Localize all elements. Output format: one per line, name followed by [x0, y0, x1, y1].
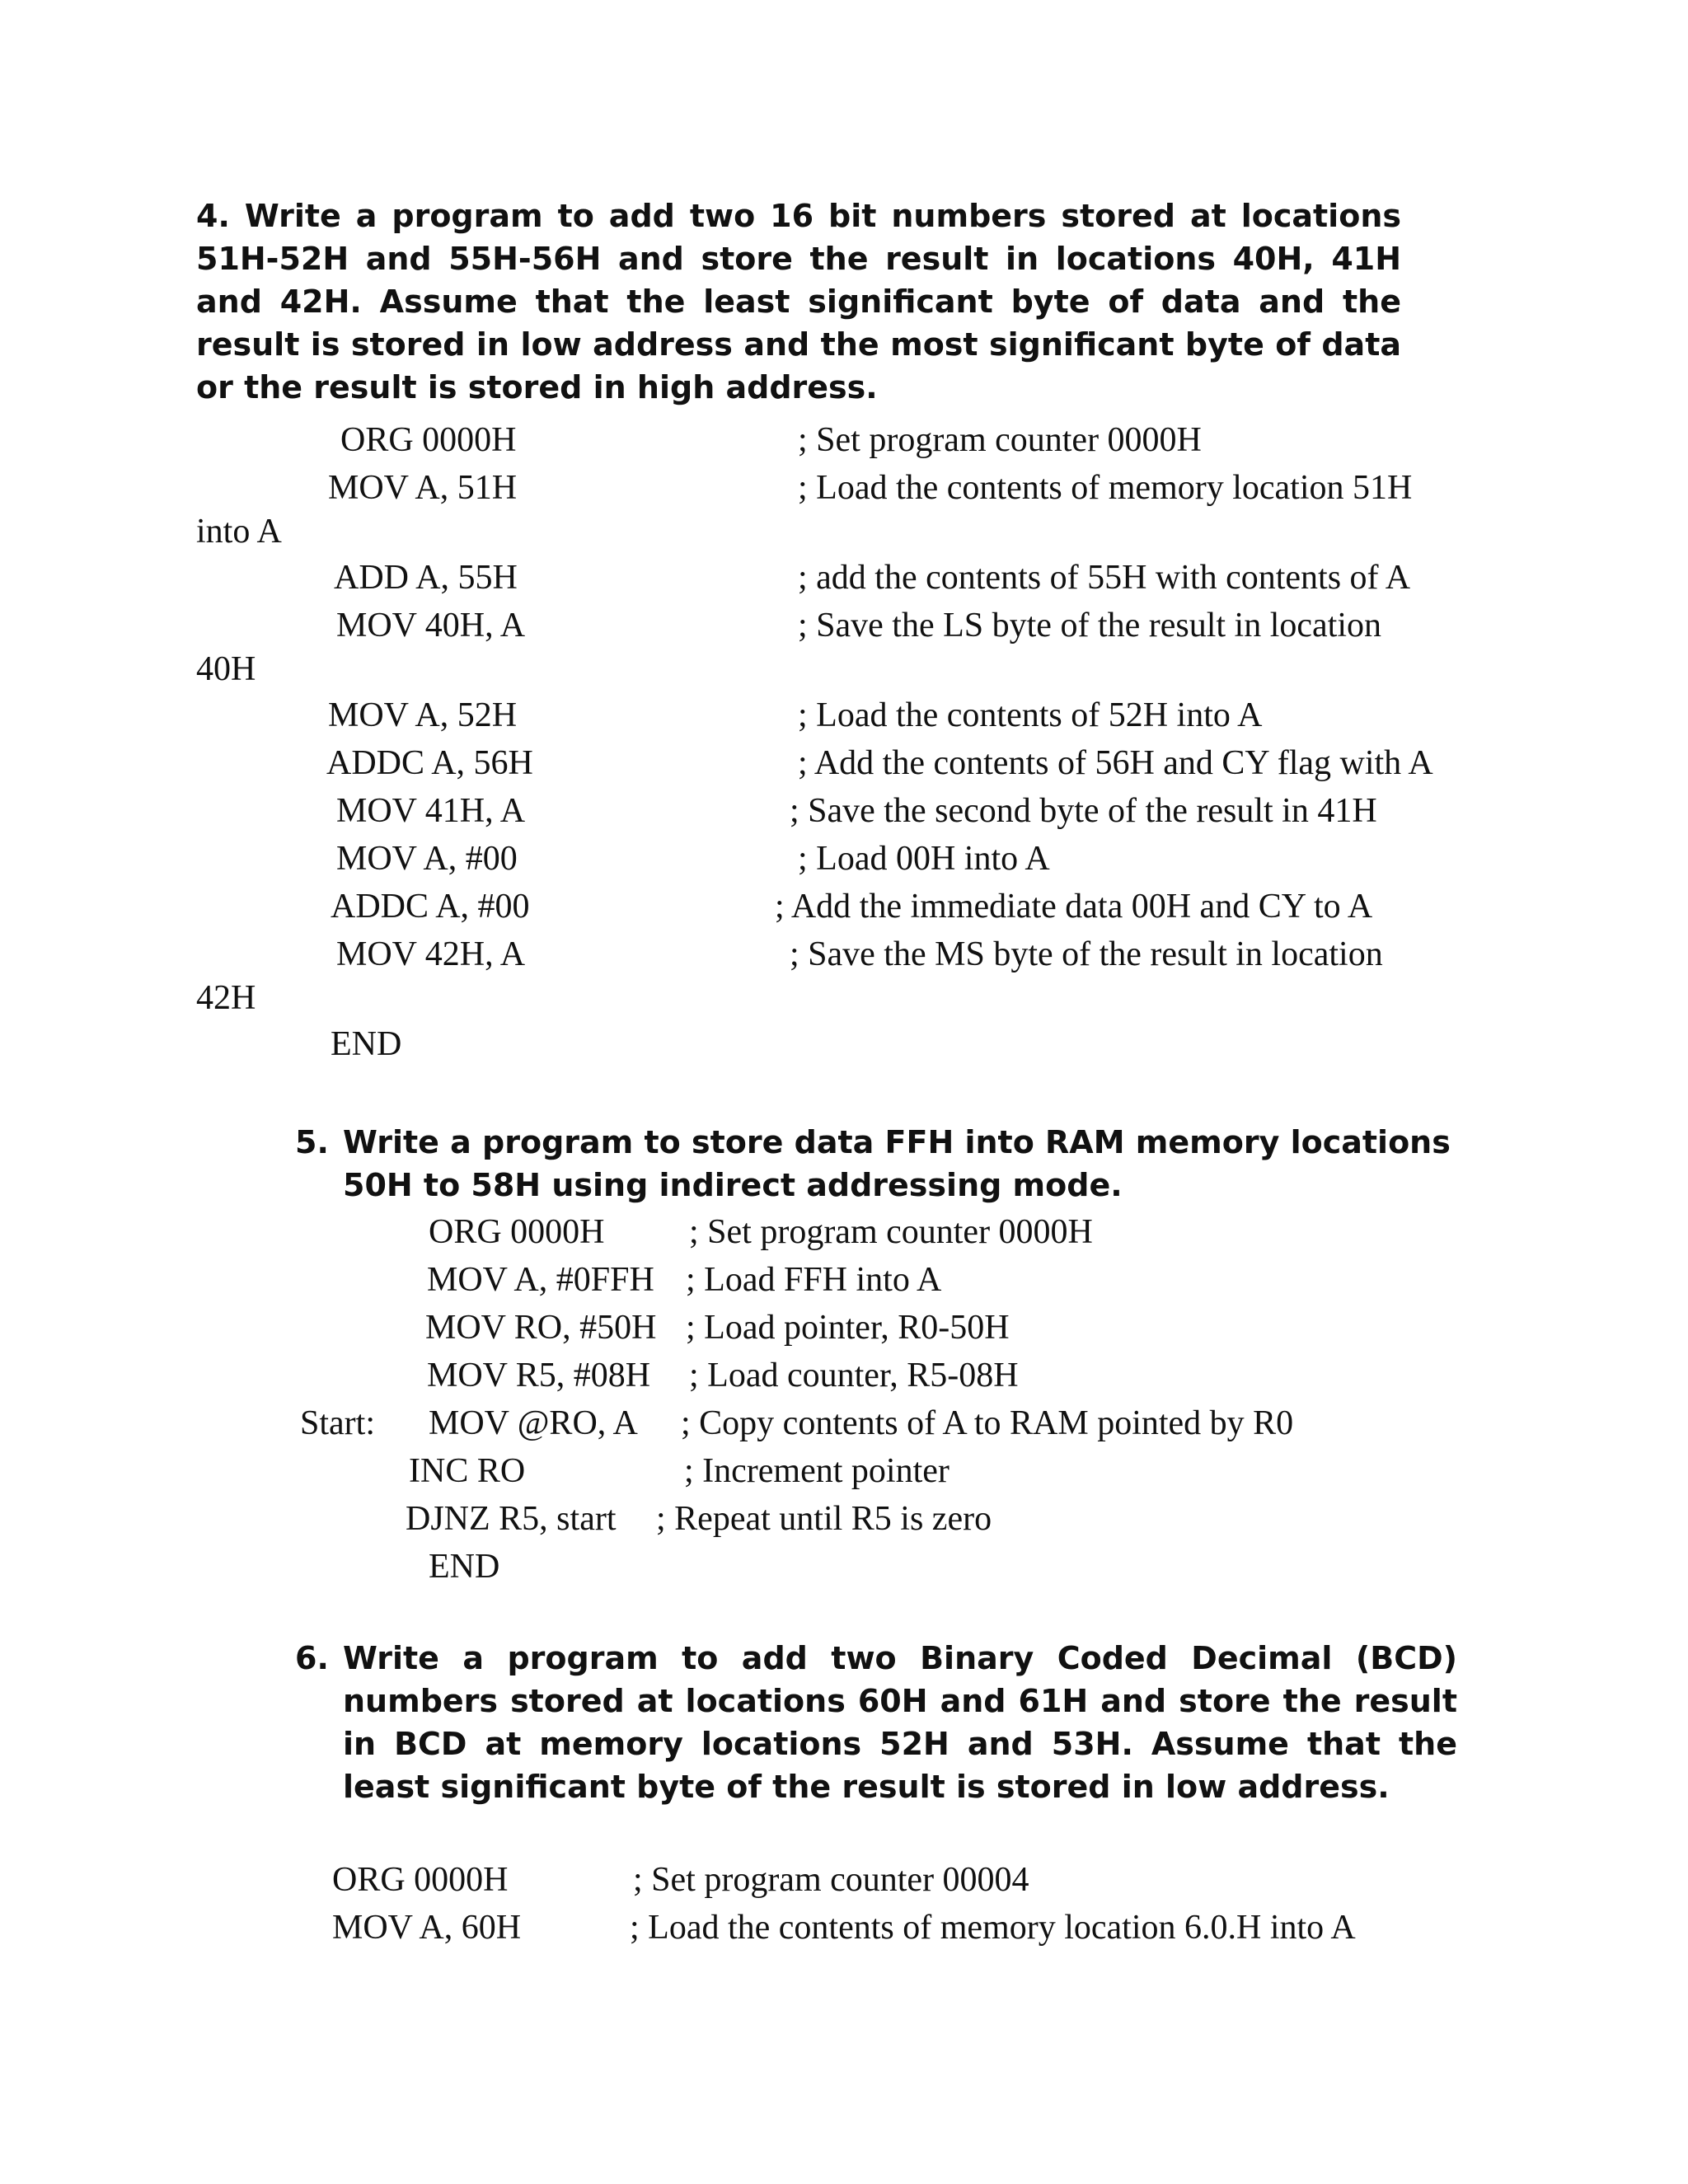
- q4-comment-3-wrap: 40H: [196, 650, 256, 688]
- q5-comment-3: ; Load counter, R5-08H: [689, 1357, 1019, 1394]
- q4-comment-8: ; Add the immediate data 00H and CY to A: [775, 888, 1373, 926]
- q4-comment-6: ; Save the second byte of the result in 41H: [790, 792, 1377, 830]
- q6-instr-1: MOV A, 60H: [332, 1909, 522, 1947]
- q5-comment-2: ; Load pointer, R0-50H: [686, 1309, 1010, 1347]
- q4-instr-5: ADDC A, 56H: [326, 744, 533, 782]
- q5-start-label: Start:: [300, 1404, 375, 1442]
- q5-comment-4: ; Copy contents of A to RAM pointed by R0: [681, 1404, 1294, 1442]
- q4-instr-4: MOV A, 52H: [328, 696, 518, 734]
- q4-instr-2: ADD A, 55H: [334, 559, 518, 597]
- q4-comment-7: ; Load 00H into A: [798, 840, 1050, 878]
- q4-instr-0: ORG 0000H: [340, 421, 517, 459]
- q4-comment-5: ; Add the contents of 56H and CY flag with A: [798, 744, 1433, 782]
- q5-question: Write a program to store data FFH into RAM memory locations 50H to 58H using indirect addressing mode.: [343, 1124, 1451, 1203]
- q5-instr-2: MOV RO, #50H: [425, 1309, 657, 1347]
- q5-instr-6: DJNZ R5, start: [406, 1500, 617, 1538]
- q4-instr-9: MOV 42H, A: [336, 935, 526, 973]
- q4-instr-8: ADDC A, #00: [331, 888, 530, 926]
- q5-instr-3: MOV R5, #08H: [427, 1357, 651, 1394]
- q5-number: 5.: [295, 1124, 329, 1160]
- q5-comment-6: ; Repeat until R5 is zero: [656, 1500, 992, 1538]
- q4-comment-1-wrap: into A: [196, 513, 282, 551]
- q5-instr-1: MOV A, #0FFH: [427, 1261, 654, 1299]
- q4-question: 4. Write a program to add two 16 bit numbers stored at locations 51H-52H and 55H-56H and store the result in locations 40H, 41H and 42H. Assume that the least significant byte of data and the result is stored in low address and the most significant byte of data or the result is stored in high address.: [196, 198, 1401, 405]
- q6-number: 6.: [295, 1640, 329, 1676]
- q4-instr-6: MOV 41H, A: [336, 792, 526, 830]
- q5-comment-5: ; Increment pointer: [684, 1452, 950, 1490]
- q4-instr-7: MOV A, #00: [336, 840, 518, 878]
- q4-comment-2: ; add the contents of 55H with contents of A: [798, 559, 1411, 597]
- q6-instr-0: ORG 0000H: [332, 1861, 509, 1899]
- q6-comment-1: ; Load the contents of memory location 6.0.H into A: [630, 1909, 1356, 1947]
- q5-instr-0: ORG 0000H: [429, 1213, 605, 1251]
- q5-instr-5: INC RO: [409, 1452, 526, 1490]
- q4-instr-10: END: [331, 1025, 402, 1063]
- q4-comment-1: ; Load the contents of memory location 51H: [798, 469, 1413, 507]
- q5-instr-4: MOV @RO, A: [429, 1404, 638, 1442]
- q4-comment-4: ; Load the contents of 52H into A: [798, 696, 1263, 734]
- q4-comment-9-wrap: 42H: [196, 979, 256, 1017]
- q4-instr-3: MOV 40H, A: [336, 607, 526, 644]
- q6-question: Write a program to add two Binary Coded Decimal (BCD) numbers stored at locations 60H and 61H and store the result in BCD at memory locations 52H and 53H. Assume that the least significant byte of the result is stored in low address.: [343, 1640, 1457, 1805]
- q4-instr-1: MOV A, 51H: [328, 469, 518, 507]
- q5-comment-0: ; Set program counter 0000H: [689, 1213, 1093, 1251]
- q4-comment-0: ; Set program counter 0000H: [798, 421, 1202, 459]
- q5-comment-1: ; Load FFH into A: [686, 1261, 942, 1299]
- q4-comment-3: ; Save the LS byte of the result in location: [798, 607, 1382, 644]
- q5-instr-7: END: [429, 1548, 500, 1586]
- q6-comment-0: ; Set program counter 00004: [633, 1861, 1029, 1899]
- q4-comment-9: ; Save the MS byte of the result in location: [790, 935, 1383, 973]
